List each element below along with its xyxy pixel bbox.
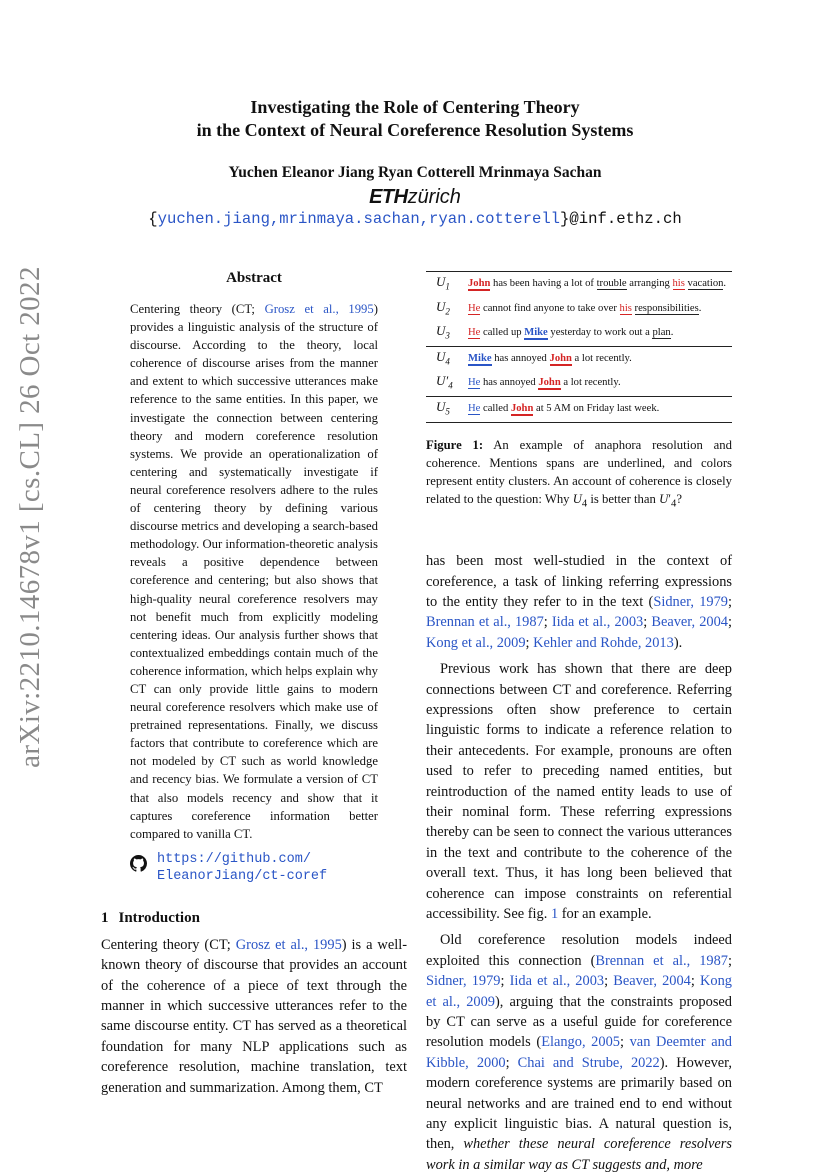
caption-text: is better than bbox=[587, 491, 660, 506]
section-title: Introduction bbox=[118, 909, 200, 926]
citation-link[interactable]: Elango, 2005 bbox=[541, 1034, 620, 1051]
mention-vacation: vacation bbox=[687, 278, 724, 289]
right-column bbox=[426, 268, 732, 1175]
figure-reference-link[interactable]: 1 bbox=[550, 906, 559, 922]
github-url[interactable] bbox=[157, 851, 327, 886]
abstract-heading: Abstract bbox=[226, 270, 282, 286]
title-line-1: Investigating the Role of Centering Theory bbox=[250, 97, 580, 117]
github-repo-link[interactable] bbox=[130, 851, 407, 886]
github-icon bbox=[130, 855, 147, 872]
citation-link[interactable]: Grosz et al., 1995 bbox=[235, 936, 342, 953]
mention-plan: plan bbox=[652, 327, 671, 339]
email-domain: }@inf.ethz.ch bbox=[560, 210, 682, 228]
utterance-u5 bbox=[426, 396, 732, 422]
caption-math-sub: 4 bbox=[581, 498, 588, 510]
author-list: Yuchen Eleanor Jiang Ryan Cotterell Mrinmaya Sachan bbox=[228, 164, 602, 181]
utterance-text: John has been having a lot of trouble arranging his vacation. bbox=[468, 278, 727, 289]
github-url-line[interactable]: https://github.com/ bbox=[157, 851, 311, 867]
email-handles-link[interactable]: yuchen.jiang,mrinmaya.sachan,ryan.cotterell bbox=[157, 210, 561, 228]
citation-link[interactable]: Kong et al., 2009 bbox=[426, 973, 732, 1010]
title-line-2: in the Context of Neural Coreference Resolution Systems bbox=[196, 120, 634, 140]
utterance-label: $U_3$ bbox=[436, 323, 450, 341]
section-heading-introduction bbox=[101, 910, 407, 927]
paper-title bbox=[100, 96, 730, 142]
mention-his: his bbox=[619, 302, 632, 314]
caption-math: U bbox=[572, 491, 582, 506]
mention-john: John bbox=[549, 352, 572, 364]
caption-text: ? bbox=[676, 491, 682, 506]
mention-he: He bbox=[468, 302, 481, 314]
github-url-line[interactable]: EleanorJiang/ct-coref bbox=[157, 869, 328, 885]
figure-caption bbox=[426, 436, 732, 514]
utterance-label: $U_5$ bbox=[436, 398, 450, 417]
mention-mike: Mike bbox=[524, 327, 548, 339]
intro-paragraph-2: has been most well-studied in the context of coreference, a task of linking referring expressions to the entity they refer to in the text (Sidner, 1979; Brennan et al., 1987; Iida et al., 2003; Beaver, 2004; Kong et al., 2009; Kehler and Rohde, 2013). bbox=[426, 553, 732, 651]
intro-paragraph-3: Previous work has shown that there are deep connections between CT and coreference. Referring expressions often show preference to certain linguistic forms to indicate a reference relation to their antecedents. For example, pronouns are often used to refer to preceding named entities, but reintroduction of the named entity leads to use of their nominal form. These referring expressions thereby can be seen to connect the various utterances in the text and contribute to the coherence of the overall text. Thus, it has long been believed that coherence can impose constraints on referential accessibility. See fig. 1 for an example. bbox=[426, 661, 732, 922]
utterance-text: He called John at 5 AM on Friday last week. bbox=[468, 402, 660, 414]
body-text-part: Old coreference resolution models indeed exploited this connection ( bbox=[426, 932, 732, 969]
citation-link[interactable]: Beaver, 2004 bbox=[613, 973, 691, 990]
intro-paragraph-1 bbox=[101, 935, 407, 1098]
utterance-u4 bbox=[426, 346, 732, 371]
citation-link[interactable]: van Deemter and Kibble, 2000 bbox=[426, 1034, 732, 1071]
caption-math-prime: ′ bbox=[668, 491, 672, 506]
body-text-part: has been most well-studied in the context of coreference, a task of linking referring expressions to the entity they refer to in the text ( bbox=[426, 553, 732, 610]
arxiv-identifier: arXiv:2210.14678v1 [cs.CL] 26 Oct 2022 bbox=[14, 266, 46, 768]
utterance-u3 bbox=[426, 321, 732, 346]
utterance-group-1 bbox=[426, 272, 732, 347]
figure-utterance-table bbox=[426, 271, 732, 423]
body-text-emphasis: whether these neural coreference resolvers work in a similar way as CT suggests and, more bbox=[426, 1136, 732, 1173]
affiliation-logo bbox=[100, 186, 730, 208]
citation-link[interactable]: Kehler and Rohde, 2013 bbox=[533, 634, 674, 651]
author-emails bbox=[100, 207, 730, 231]
mention-trouble: trouble bbox=[596, 278, 627, 289]
utterance-label: $U_1$ bbox=[436, 274, 450, 292]
utterance-label: $U'_4$ bbox=[436, 373, 453, 391]
citation-link[interactable]: Brennan et al., 1987 bbox=[595, 952, 729, 969]
utterance-text: He called up Mike yesterday to work out a plan. bbox=[468, 327, 674, 339]
citation-link[interactable]: Chai and Strube, 2022 bbox=[517, 1054, 660, 1071]
section-number: 1 bbox=[101, 909, 109, 926]
utterance-u1 bbox=[426, 272, 732, 297]
mention-responsibilities: responsibilities bbox=[634, 302, 699, 314]
citation-link[interactable]: Sidner, 1979 bbox=[653, 593, 728, 610]
body-text-part: ) is a well-known theory of discourse that provides an account of the coherence of a piece of text through the manner in which successive utterances refer to the same discourse entity. CT has served as a theoretical foundation for many NLP applications such as coreference resolution, machine translation, text generation and summarization. Among them, CT bbox=[101, 936, 407, 1096]
utterance-group-3 bbox=[426, 396, 732, 422]
utterance-label: $U_4$ bbox=[436, 348, 450, 367]
body-text-part: Previous work has shown that there are deep connections between CT and coreference. Referring expressions often show preference to certain linguistic forms to indicate a reference relation to their antecedents. For example, pronouns are often used to refer to preceding named entities, but reintroduction of the named entity leads to use of their nominal form. These referring expressions thereby can be seen to connect the various utterances in the text and contribute to the coherence of the overall text. Thus, it has long been believed that coherence can impose constraints on referential accessibility. See fig. bbox=[426, 661, 732, 922]
abstract-text bbox=[130, 300, 378, 843]
utterance-u4-prime bbox=[426, 371, 732, 396]
mention-he: He bbox=[468, 327, 481, 339]
mention-john: John bbox=[510, 402, 534, 414]
mention-he: He bbox=[468, 377, 481, 389]
utterance-text: Mike has annoyed John a lot recently. bbox=[468, 352, 632, 364]
citation-link[interactable]: Iida et al., 2003 bbox=[551, 614, 644, 631]
mention-john: John bbox=[468, 278, 491, 289]
left-column bbox=[101, 268, 407, 1098]
utterance-text: He has annoyed John a lot recently. bbox=[468, 377, 621, 389]
body-text-part: Centering theory (CT; bbox=[101, 936, 236, 953]
figure-1 bbox=[426, 271, 732, 513]
mention-mike: Mike bbox=[468, 352, 492, 364]
citation-link[interactable]: Kong et al., 2009 bbox=[426, 634, 526, 651]
caption-text: An example of anaphora resolution and coherence. Mentions spans are underlined, and colors represent entity clusters. An account of coherence is closely related to the question: Why bbox=[426, 437, 732, 506]
citation-link[interactable]: Beaver, 2004 bbox=[651, 614, 728, 631]
citation-link[interactable]: Iida et al., 2003 bbox=[509, 973, 605, 990]
citation-link[interactable]: Brennan et al., 1987 bbox=[426, 614, 544, 631]
citation-link[interactable]: Sidner, 1979 bbox=[426, 973, 501, 990]
utterance-label: $U_2$ bbox=[436, 298, 450, 317]
caption-label: Figure 1: bbox=[426, 437, 484, 452]
intro-paragraph-4: Old coreference resolution models indeed exploited this connection (Brennan et al., 1987; Sidner, 1979; Iida et al., 2003; Beaver, 2004; Kong et al., 2009), arguing that the constraints proposed by CT can serve as a useful guide for coreference resolution models (Elango, 2005; van Deemter and Kibble, 2000; Chai and Strube, 2022). However, modern coreference systems are primarily based on neural networks and are trained end to end without any explicit linguistic bias. A natural question is, then, whether these neural coreference resolvers work in a similar way as CT suggests and, more bbox=[426, 932, 733, 1173]
email-brace-open: { bbox=[148, 210, 158, 228]
mention-his: his bbox=[672, 278, 685, 289]
zurich-logo-text: zürich bbox=[407, 186, 461, 208]
caption-math-sub: 4 bbox=[671, 498, 677, 510]
utterance-u2 bbox=[426, 297, 732, 322]
mention-he: He bbox=[468, 402, 481, 414]
abstract-text-part: ) provides a linguistic analysis of the structure of discourse. According to the theory, local coherence of discourse arises from the manner and extent to which successive utterances make reference to the same entities. In this paper, we investigate the connection between centering theory and modern coreference resolution systems. We provide an operationalization of centering and systematically investigate if neural coreference resolvers adhere to the rules of centering theory by defining various discourse metrics and developing a search-based methodology. Our information-theoretic analysis reveals a positive dependence between coreference and centering; but also shows that high-quality neural coreference resolvers may not benefit much from explicitly modeling centering ideas. Our analysis further shows that contextualized embeddings contain much of the coherence information, which helps explain why CT can only provide little gains to modern neural coreference resolvers which make use of pretrained representations. Finally, we discuss factors that contribute to coreference which are not modeled by CT such as world knowledge and recency bias. We formulate a version of CT that also models recency and show that it captures coreference information better compared to vanilla CT. bbox=[130, 302, 378, 841]
utterance-group-2 bbox=[426, 346, 732, 396]
citation-link[interactable]: Grosz et al., 1995 bbox=[264, 302, 374, 316]
abstract-text-part: Centering theory (CT; bbox=[130, 302, 265, 316]
caption-math: U bbox=[659, 491, 669, 506]
mention-john: John bbox=[538, 377, 561, 389]
utterance-text: He cannot find anyone to take over his responsibilities. bbox=[468, 302, 702, 314]
eth-logo-text: ETH bbox=[369, 186, 408, 208]
